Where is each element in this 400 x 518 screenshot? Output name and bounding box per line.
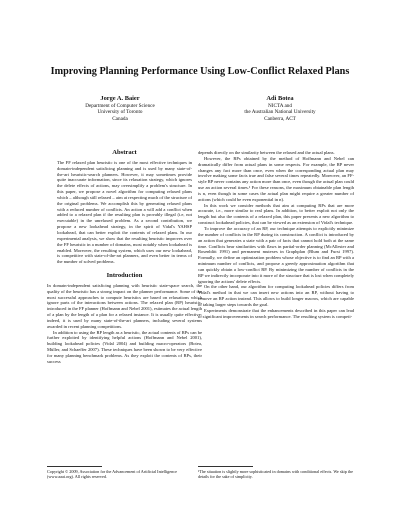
author-affiliation-line: Canberra, ACT xyxy=(264,115,296,122)
left-column xyxy=(47,150,202,365)
footnote-text: ¹The situation is slightly more sophisticated in domains with conditional effects. We skip the details for the sake of simplicity. xyxy=(198,469,353,480)
body-paragraph: In this work we consider methods that aim at computing RPs that are more accurate, i.e., more similar to real plans. In addition, to better exploit not only the length but also the contents of a relaxed plan, this paper presents a new algorithm to construct lookahead policies, that can be viewed as an extension of Vidal's technique. xyxy=(198,202,354,226)
body-paragraph: However, the RPs obtained by the method of Hoffmann and Nebel can dramatically differ from actual plans in some respects. For example, the RP never changes any fact more than once, even when the corresponding actual plan may involve making some facts true and false several times repeatedly. Moreover, an FF-style RP never contains any action more than once, even though the actual plan could use an action several times.¹ For these reasons, the maximum obtainable plan length is n, even though in some cases the actual plan might require a greater number of actions (which could be even exponential in n). xyxy=(198,155,354,202)
author-affiliation-line: the Australian National University xyxy=(244,109,316,116)
body-paragraph: Experiments demonstrate that the enhancements described in this paper can lead to significant improvements in search performance. The resulting system is competi- xyxy=(198,307,354,319)
intro-paragraph: In addition to using the RP length as a heuristic, the actual contents of RPs can be further exploited by identifying helpful actions (Hoffmann and Nebel 2001), building lookahead policies (Vidal 2004) and building macro-operators (Botea, Müller, and Schaeffer 2007). These techniques have been shown to be very effective for many planning benchmark problems. As they exploit the contents of RPs, their success xyxy=(47,329,202,364)
author-name: Jorge A. Baier xyxy=(100,95,140,102)
copyright-notice xyxy=(47,466,202,480)
abstract-paragraph: The FF relaxed plan heuristic is one of the most effective techniques in domain-independent satisficing planning and is used by many state-of-the-art heuristic-search planners. However, it may sometimes provide quite inaccurate information, since its relaxation strategy, which ignores the delete effects of actions, may oversimplify a problem's structure. In this paper, we propose a novel algorithm for computing relaxed plans which – although still relaxed – aim at respecting much of the structure of the original problems. We accomplish this by generating relaxed plans with a reduced number of conflicts. An action a will add a conflict when added to a relaxed plan if the resulting plan is provably illegal (i.e, not executable) in the unrelaxed problem. As a second contribution, we propose a new lookahead strategy, in the spirit of Vidal's YAHSP lookahead, that can better exploit the contents of relaxed plans. In our experimental analysis, we show that the resulting heuristic improves over the FF heuristic in a number of domains, most notably when lookahead is enabled. Moreover, the resulting system, which uses our new lookahead, is competitive with state-of-the-art planners, and even better in terms of the number of solved problems. xyxy=(57,159,192,265)
footnote-rule xyxy=(47,466,102,467)
author-affiliation-line: NICTA and xyxy=(268,103,292,109)
body-paragraph: To improve the accuracy of an RP, our technique attempts to explicitly minimize the number of conflicts in the RP during its construction. A conflict is introduced by an action that generates a state with a pair of facts that cannot hold both at the same time. Conflicts bear similarities with flaws in partial-order planning (McAllester and Rosenblitt 1991) and permanent mutexes in Graphplan (Blum and Furst 1997). Formally, we define an optimization problem whose objective is to find an RP with a minimum number of conflicts, and propose a greedy approximation algorithm that can quickly obtain a low-conflict RP. By minimizing the number of conflicts in the RP we indirectly incorporate into it more of the structure that is lost when completely ignoring the actions' delete effects. xyxy=(198,225,354,284)
author-affiliation-line: Department of Computer Science xyxy=(85,103,155,109)
copyright-text: Copyright © 2009, Association for the Advancement of Artificial Intelligence (www.aaai.org). All rights reserved. xyxy=(47,469,177,480)
abstract-heading: Abstract xyxy=(112,149,137,156)
body-paragraph: depends directly on the similarity between the relaxed and the actual plans. xyxy=(198,150,335,155)
footnote-rule xyxy=(198,466,253,467)
abstract-text xyxy=(47,160,202,265)
footnote xyxy=(198,466,354,480)
right-column xyxy=(198,150,354,319)
paper-title: Improving Planning Performance Using Low-Conflict Relaxed Plans xyxy=(50,66,350,77)
section-heading-introduction: Introduction xyxy=(106,272,143,280)
author-block-2 xyxy=(220,95,340,122)
author-affiliation-line: University of Toronto xyxy=(97,109,143,116)
author-affiliation-line: Canada xyxy=(112,115,128,122)
intro-paragraph: In domain-independent satisficing planning with heuristic state-space search, the quality of the heuristic has a strong impact on the planner performance. Some of the most successful approaches to compute heuristics are based on relaxations which ignore parts of the interactions between actions. The relaxed plan (RP) heuristic, introduced in the FF planner (Hoffmann and Nebel 2001), estimates the actual length of a plan by the length of a plan for a relaxed instance. It is usually quite effective; indeed, it is used by many state-of-the-art planners, including several systems awarded in recent planning competitions. xyxy=(47,282,202,329)
author-name: Adi Botea xyxy=(266,95,294,102)
body-paragraph: On the other hand, our algorithm for computing lookahead policies differs from Vidal's method in that we can insert new actions into an RP, without having to remove an RP action instead. This allows to build longer macros, which are capable of taking larger steps towards the goal. xyxy=(198,284,354,307)
author-block-1 xyxy=(60,95,180,122)
